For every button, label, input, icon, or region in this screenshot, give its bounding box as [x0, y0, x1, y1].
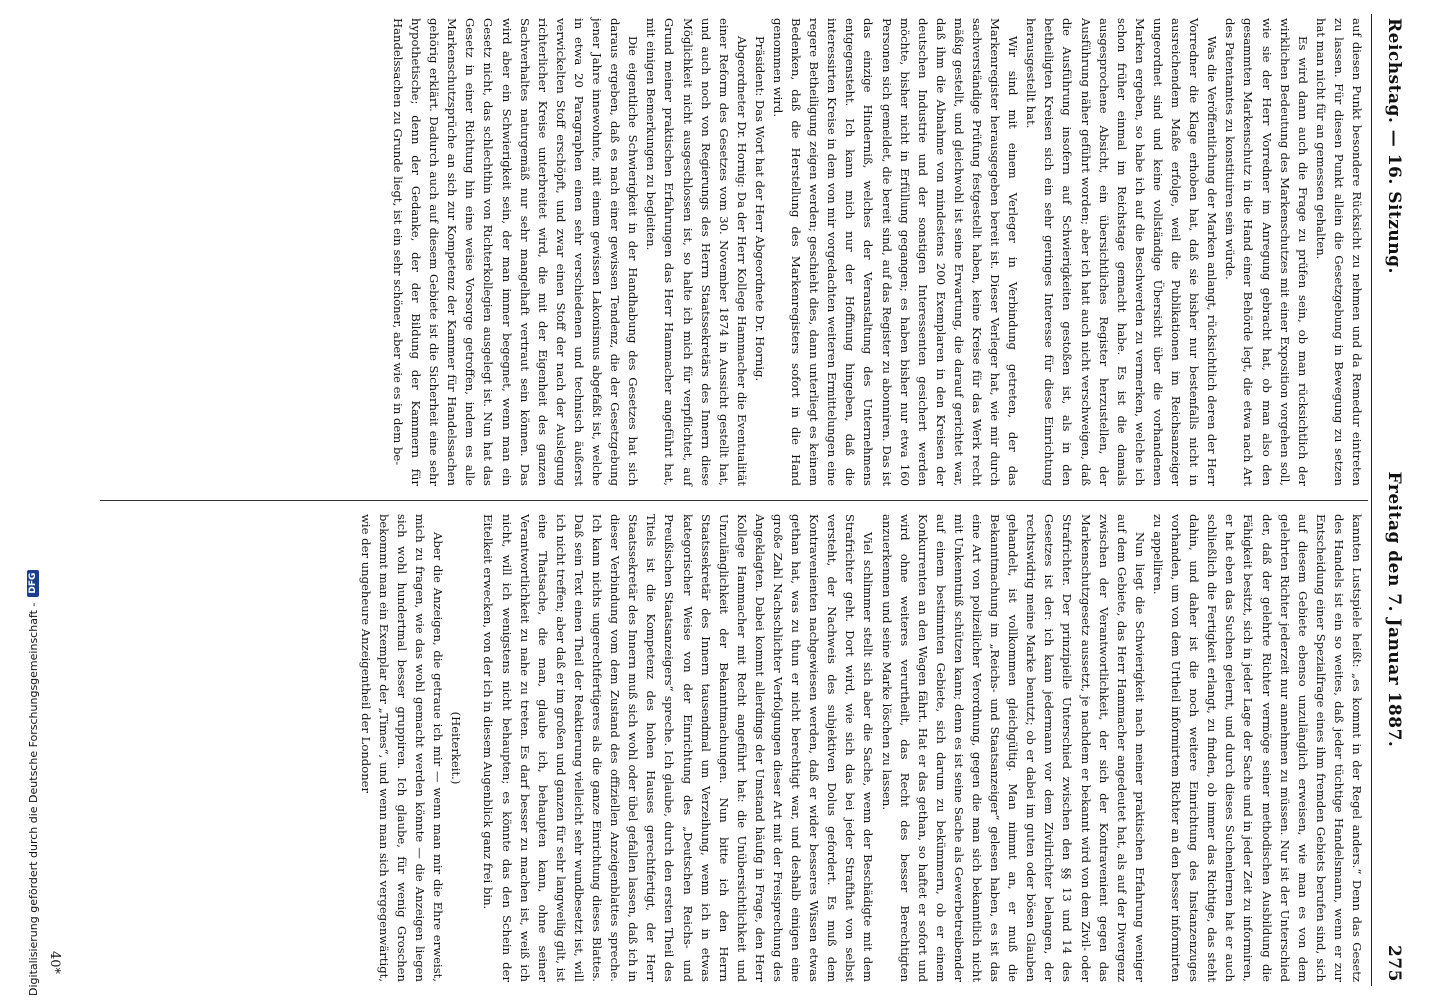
header-left: Reichstag. — 16. Sitzung.: [1384, 18, 1404, 274]
paragraph: Viel schlimmer stellt sich aber die Sache, wenn der Beschädigte mit dem Strafrichter geht. Dort wird, wie sich das bei jeder Strafthat von selbst versteht, der Nachweis des subjektiven Dolus gefordert. Es muß dem Kontravenienten nachgewiesen werden, daß er wider besseres Wissen etwas gethan hat, was zu thun er nicht berechtigt war, und deshalb einigen eine große Zahl Nachschlichter Verfolgungen dieser Art mit der Freisprechung des Angeklagten. Dabei kommt allerdings der Umstand häufig in Frage, den Herr Kollege Hammacher mit Recht angeführt hat: die Unübersichtlichkeit und Unzulänglichkeit der Bekanntmachungen. Nun bitte ich den Herrn Staatssekretär des Innern tausendmal um Verzeihung, wenn ich in etwas kategorischer Weise von der Einrichtung des „Deutschen Reichs- und Preußischen Staatsanzeigers“ spreche. Ich glaube, durch den ersten Theil des Titels ist die Kompetenz des hohen Hauses gerechtfertigt, der Herr Staatssekretär des Innern muß sich wohl oder übel gefallen lassen, daß ich in dieser Verbindung vom dem Zustand des offiziellen Anzeigenblattes spreche. Ich kann nichts ungerechtfertigeres als die ganze Einrichtung dieses Blattes. Daß sein Text einen Theil der Reaktierung vielleicht sehr wundbesetzt ist, will ich nicht treffen; aber daß er im großen und ganzen für sehr langweilig gilt, ist eine Thatsache, die man, glaube ich, behaupten kann, ohne seiner Verantwortlichkeit zu nahe zu treten. Es darf besser zu machen ist, weiß ich nicht, will ich wenigstens nicht behaupten; es könnte das den Schein der Eitelkeit erwecken, von der ich in diesem Augenblick ganz frei bin.: [481, 514, 876, 982]
digitization-footer: [22, 0, 44, 1000]
paragraph: Abgeordneter Dr. Hornig: Da der Herr Kollege Hammacher die Eventualität einer Reform des Gesetzes vom 30. November 1874 in Aussicht gestellt hat, und auch noch von Regierungs des Herrn Staatssekretärs des Innern diese Möglichkeit nicht ausgeschlossen ist, so halte ich mich für verpflichtet, auf Grund meiner praktischen Erfahrungen das Herr Hammacher angeführt hat, mit einigen Bemerkungen zu begleiten.: [644, 18, 749, 486]
paragraph: auf diesen Punkt besondere Rücksicht zu nehmen und da Remedur eintreten zu lassen. Für diesen Punkt allein die Gesetzgebung in Bewegung zu setzen hat man nicht für an gemessen gehalten.: [1313, 18, 1364, 486]
left-column: [389, 18, 1366, 486]
header-rule: [1371, 14, 1372, 986]
paragraph: Wir sind mit einem Verleger in Verbindung getreten, der das Markenregister herausgegeben bereit ist. Dieser Verleger hat, wie mir durch sachverständige Prüfung festgestellt haben, keine Kreise für das Werk recht mäßig gestellt, und gleichwohl ist seine Erwartung, die darauf gerichtet war, daß ihm die Abnahme von mindestens 200 Exemplaren in den Kreisen der deutschen Industrie und der sonstigen Interessenten gesichert werden möchte, bisher nicht in Erfüllung gegangen; es haben bisher nur etwa 160 Personen sich gemeldet, die bereit sind, auf das Register zu abonniren. Das ist das einzige Hinderniß, welches der Veranstaltung des Unternehmens entgegensteht. Ich kann mich nur der Hoffnung hingeben, daß die interessirten Kreise in dem von mir vorgedachten weiteren Ermittelungen eine regere Betheiligung zeigen werden; geschieht dies, dann unterliegt es keinem Bedenken, daß die Herstellung des Markenregisters sofort in die Hand genommen wird.: [771, 18, 1021, 486]
paragraph: Was die Veröffentlichung der Marken anlangt, rücksichtlich deren der Herr Vorredner die Klage erhoben hat, daß sie bisher nur bestenfalls nicht in ausreichendem Maße erfolge, weil die Publikationen im Reichsanzeiger ungeordnet sind und keine vollständige Übersicht über die vorhandenen Marken ergeben, so habe ich auf die Beschwerden zu vermerken, welche ich schon früher einmal im Reichstage gemacht habe. Es ist die damals ausgesprochene Absicht, ein übersichtliches Register herzustellen, der Ausführung näher geführt worden; aber ich hatt auch nicht verschweigen, daß die Ausführung insofern auf Schwierigkeiten gestoßen ist, als in den betheiligten Kreisen sich ein sehr geringes Interesse für diese Einrichtung herausgestellt hat.: [1024, 18, 1220, 486]
right-column: [357, 514, 1366, 982]
paragraph: Aber die Anzeigen, die getraue ich mir — wenn man mir die Ehre erweist, mich zu fragen, wie das wohl gemacht werden könnte — die Anzeigen liegen sich wohl hundertmal besser gruppiren. Ich glaube, für wenig Groschen bekommt man ein Exemplar der „Times“, und wenn man sich vergegenwärtigt, wie der ungeheure Anzeigentheil der Londoner: [358, 514, 446, 982]
paragraph: Es wird dann auch die Frage zu prüfen sein, ob man rücksichtlich der wirklichen Bedeutung des Markenschutzes mit einer Exposition vorgehen soll, wie sie der Herr Vorredner im Anregung gebracht hat, ob man also den gesammten Markenschutz in die Hand einer Behörde legt, die etwa nach Art des Patentamtes zu konstituiren sein würde.: [1223, 18, 1310, 486]
dfg-logo: DFG: [27, 570, 39, 597]
page-header: [1374, 18, 1414, 982]
paragraph: Nun liegt die Schwierigkeit nach meiner praktischen Erfahrung weniger auf dem Gebiete, das Herr Hammacher angedeutet hat, als auf der Divergenz zwischen der Verantwortlichkeit, der sich der Kontravenient gegen das Markenschutzgesetz aussetzt, je nachdem er bekannt wird von dem Zivil- oder Strafrichter. Der prinzipielle Unterschied zwischen den §§ 13 und 14 des Gesetzes ist der: ich kann jedermann vor dem Zivilrichter belangen, der rechtswidrig meine Marke benutzt; ob er dabei im guten oder bösen Glauben gehandelt, ist vollkommen gleichgültig. Man nimmt an, er muß die Bekanntmachung im „Reichs- und Staatsanzeiger“ gelesen haben, es ist das eine Art von polizeilicher Verordnung, gegen die man sich bekanntlich nicht mit Unkenntniß schützen kann; denn es ist seine Sache als Gewerbetreibender auf einem bestimmten Gebiete, sich darum zu bekümmern, ob er einem Konkurrenten an den Wagen fährt. Hat er das gethan, so haftet er sofort und wird ohne weiteres verurtheilt, das Recht des besser Berechtigten anzuerkennen und seine Marke löschen zu lassen.: [879, 514, 1147, 982]
column-divider: [100, 500, 1368, 501]
paragraph: (Heiterkeit.): [449, 711, 464, 785]
footer-text: Digitalisierung gefördert durch die Deutsche Forschungsgemeinschaft -: [26, 602, 40, 996]
signature-mark: 40*: [47, 950, 62, 974]
paragraph: Die eigentliche Schwierigkeit in der Handhabung des Gesetzes hat sich daraus ergeben, daß es nach einer gewissen Tendenz, die der Gesetzgebung jener Jahre innewohnte, mit einem gewissen Lakonismus abgefaßt ist, welche in etwa 20 Paragraphen einen sehr verschiedenen und technisch äußerst verwickelten Stoff erschöpft, und zwar einen Stoff der nach der Auslegung richterlicher Kreise unterbreitet wird, die mit der Eigenheit des ganzen Sachverhaltes naturgemäß nur sehr mangelhaft vertraut sein können. Das wird aber ein Schwierigkeit sein, der man immer begegnet, wenn man ein Gesetz nicht, das schlechthin von Richterkollegien ausgelegt ist. Nun hat das Gesetz in einer Richtung hin eine weise Vorsorge getroffen, indem es alle Markenschutzsprüche an sich zur Kompetenz der Kammer für Handelssachen gehörig erklärt. Dadurch auch auf diesem Gebiete ist die Sicherheit eine sehr hypothetische; denn der Gedanke, der der Bildung der Kammern für Handelssachen zu Grunde liegt, ist ein sehr schöner, aber wie es in dem be-: [391, 18, 641, 486]
speaker-paragraph: Präsident: Das Wort hat der Herr Abgeordnete Dr. Hornig.: [752, 36, 767, 382]
page-number: 275: [1384, 945, 1404, 982]
paragraph: kannten Lustspiele heißt: „es kommt in der Regel anders.“ Denn das Gesetz des Handels ist ein so weites, daß jeder tüchtige Handelsmann, wenn er zur Entscheidung einer Spezialfrage eines ihm fremden Gebiets berufen sind, sich auf diesem Gebiete ebenso unzulänglich erweisen, wie man es von dem gelehrten Richter jederzeit nur annehmen zu müssen. Nur ist der Unterschied der, daß der gelehrte Richter vermöge seiner methodischen Ausbildung die Fähigkeit besitzt, sich in jeder Lage der Sache und in jeder Zeit zu informiren, er hat eben das Suchen gelernt, und durch dieses Suchenlernen hat er auch schließlich die Fertigkeit erlangt, zu finden, ob immer das Richtige, das steht dahin, und daher ist die noch weitere Einrichtung des Instanzenzuges vorhanden, um von dem Urtheil informirtem Richter an den besser informirten zu appelliren.: [1150, 514, 1364, 982]
header-center: Freitag den 7. Januar 1887.: [1384, 471, 1404, 748]
